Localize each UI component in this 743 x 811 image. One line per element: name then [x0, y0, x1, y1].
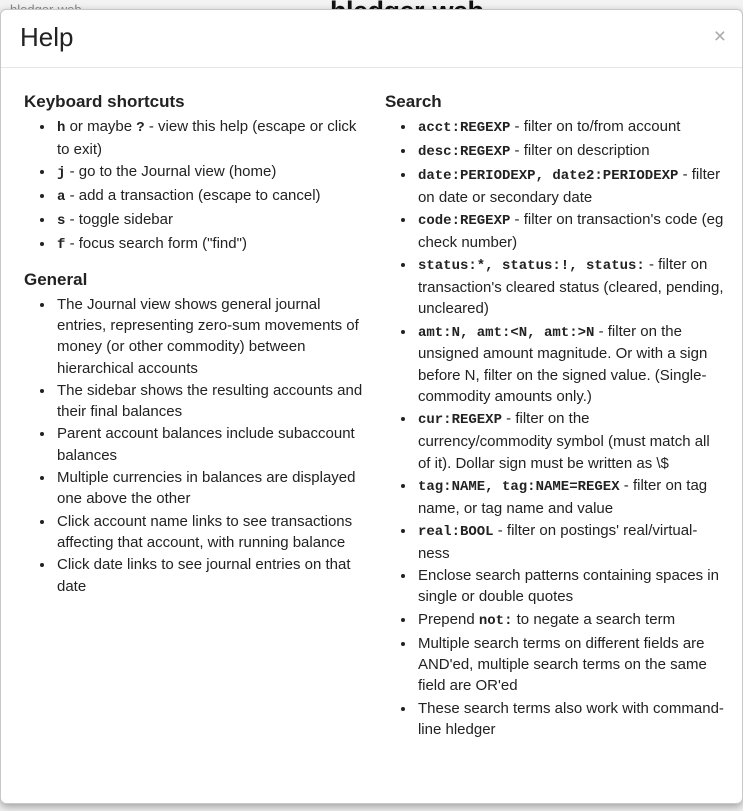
shortcut-key: s	[57, 212, 66, 229]
search-term-desc: - filter on date or secondary date	[417, 165, 721, 206]
shortcut-desc: - go to the Journal view (home)	[65, 163, 277, 181]
list-item	[55, 185, 368, 208]
list-item	[416, 209, 726, 253]
search-term-desc: - filter on transaction's code (eg check number)	[417, 210, 724, 251]
search-term-code: date:PERIODEXP, date2:PERIODEXP	[417, 167, 679, 184]
list-item	[416, 116, 726, 139]
search-term-code: status:*, status:!, status:	[417, 258, 645, 275]
search-term-code: acct:REGEXP	[417, 120, 511, 136]
list-item: • The Journal view shows general journal entries, representing zero-sum movements of money (or other commodity) between hierarchical accounts	[55, 294, 368, 379]
list-item	[416, 164, 726, 208]
search-term-code: amt:N, amt:<N, amt:>N	[417, 324, 595, 341]
list-item	[55, 209, 368, 232]
search-term-desc: to negate a search term	[512, 610, 676, 628]
general-heading: General	[24, 269, 88, 289]
search-term-code: real:BOOL	[417, 523, 494, 540]
search-term-desc: - filter on the unsigned amount magnitude. Or with a sign before N, filter on the signed value. (Single-commodity amounts only.)	[417, 322, 708, 406]
search-term-desc: - filter on postings' real/virtual-ness	[417, 521, 698, 562]
list-item	[55, 116, 368, 160]
right-column	[378, 86, 726, 741]
shortcut-key-alt: ?	[136, 120, 145, 136]
list-item	[416, 520, 726, 564]
search-term-code: not:	[478, 612, 513, 629]
list-item	[416, 321, 726, 408]
shortcut-key: h	[57, 120, 66, 136]
shortcut-key: a	[57, 189, 66, 206]
modal-header	[1, 10, 742, 68]
help-modal	[0, 9, 743, 804]
list-item: • Enclose search patterns containing spaces in single or double quotes	[416, 565, 726, 608]
search-term-desc: - filter on the currency/commodity symbol (must match all of it). Dollar sign must be written as \$	[417, 410, 710, 472]
keyboard-shortcuts-heading: Keyboard shortcuts	[24, 92, 185, 111]
modal-body	[1, 68, 742, 751]
shortcut-key: j	[57, 165, 66, 182]
list-item	[416, 140, 726, 163]
list-item	[55, 161, 368, 184]
general-list	[17, 294, 368, 597]
search-term-prefix: Prepend	[417, 610, 479, 628]
shortcut-text: or maybe	[65, 118, 137, 135]
list-item	[416, 475, 726, 519]
search-term-desc: - filter on transaction's cleared status (cleared, pending, uncleared)	[417, 256, 724, 318]
list-item: • These search terms also work with command-line hledger	[416, 698, 726, 741]
list-item	[416, 609, 726, 632]
shortcut-desc: - add a transaction (escape to cancel)	[65, 187, 321, 205]
search-term-code: tag:NAME, tag:NAME=REGEX	[417, 478, 620, 495]
search-heading: Search	[384, 92, 442, 111]
list-item: • Parent account balances include subaccount balances	[55, 423, 368, 466]
list-item	[416, 254, 726, 319]
close-icon[interactable]: ×	[713, 25, 726, 48]
list-item: • Multiple currencies in balances are displayed one above the other	[55, 467, 368, 510]
search-term-desc: - filter on description	[510, 141, 650, 159]
shortcut-desc: - focus search form ("find")	[65, 234, 247, 252]
shortcut-desc: - toggle sidebar	[65, 210, 173, 228]
list-item: • Click date links to see journal entries on that date	[55, 554, 368, 597]
shortcut-key: f	[57, 236, 66, 253]
search-list	[378, 116, 726, 740]
list-item: • Multiple search terms on different fields are AND'ed, multiple search terms on the same field are OR'ed	[416, 633, 726, 697]
page-title: Help	[20, 22, 74, 52]
search-term-code: code:REGEXP	[417, 212, 511, 229]
search-term-desc: - filter on to/from account	[510, 118, 681, 135]
search-term-code: cur:REGEXP	[417, 412, 502, 429]
list-item	[416, 408, 726, 473]
keyboard-shortcuts-list	[17, 116, 368, 256]
shortcut-desc: - view this help (escape or click to exit)	[57, 118, 357, 158]
search-term-desc: - filter on tag name, or tag name and value	[417, 476, 708, 517]
list-item: • The sidebar shows the resulting accounts and their final balances	[55, 380, 368, 423]
search-term-code: desc:REGEXP	[417, 143, 511, 160]
list-item: • Click account name links to see transactions affecting that account, with running balance	[55, 511, 368, 554]
left-column	[17, 86, 378, 741]
list-item	[55, 233, 368, 256]
